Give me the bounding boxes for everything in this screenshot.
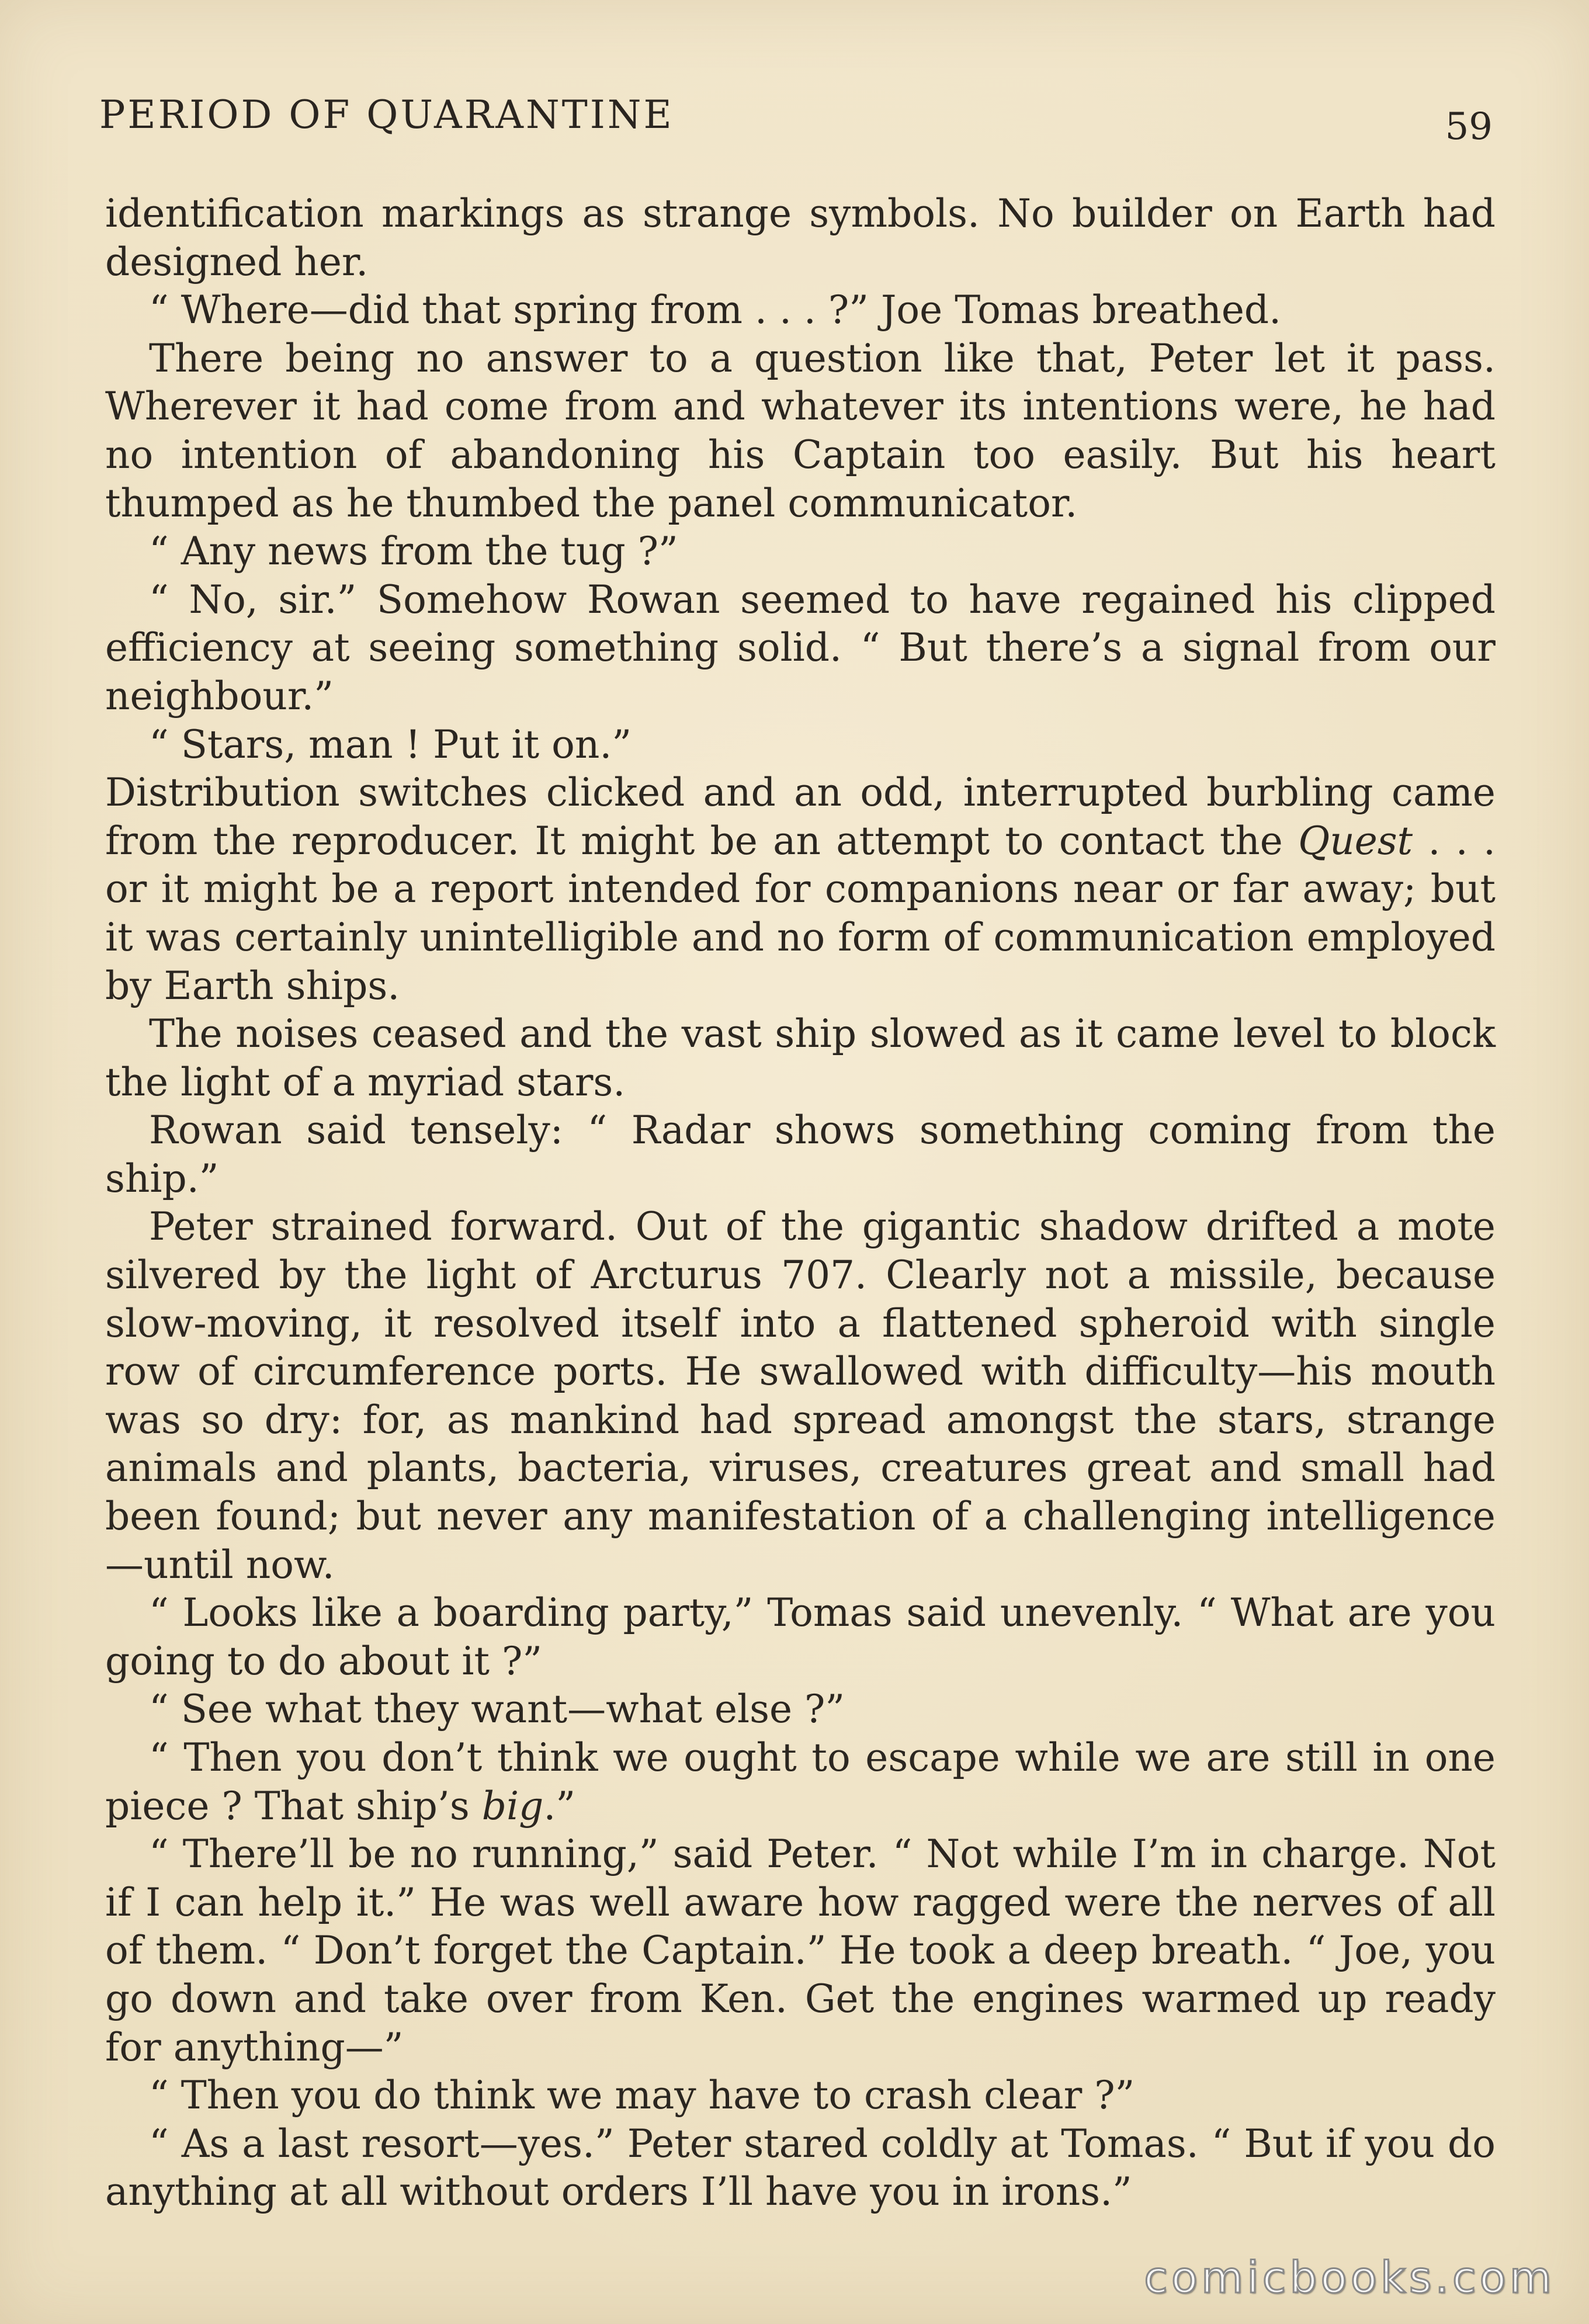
paragraph-text: Rowan said tensely: “ Radar shows something coming from the ship.” <box>105 1108 1496 1201</box>
paragraph-text: .” <box>543 1783 576 1829</box>
emphasis-italic: big <box>481 1783 544 1829</box>
body-text <box>105 190 1496 2217</box>
paragraph <box>105 2120 1496 2217</box>
paragraph <box>105 1589 1496 1685</box>
paragraph-text: “ Then you do think we may have to crash clear ?” <box>149 2073 1135 2118</box>
paragraph <box>105 1203 1496 1589</box>
paragraph-text: “ Then you don’t think we ought to escape while we are still in one piece ? That ship’s <box>105 1735 1496 1829</box>
paragraph <box>105 286 1496 335</box>
paragraph-text: “ Looks like a boarding party,” Tomas said unevenly. “ What are you going to do about it ?” <box>105 1590 1496 1684</box>
paragraph <box>105 1010 1496 1106</box>
paragraph <box>105 721 1496 769</box>
paragraph-text: “ Any news from the tug ?” <box>149 529 678 574</box>
running-head: PERIOD OF QUARANTINE <box>99 92 674 137</box>
ship-name-italic: Quest <box>1298 818 1413 863</box>
paragraph-text: “ As a last resort—yes.” Peter stared coldly at Tomas. “ But if you do anything at all without orders I’ll have you in irons.” <box>105 2121 1496 2215</box>
paragraph <box>105 1830 1496 2072</box>
paragraph <box>105 335 1496 528</box>
paragraph-text: Distribution switches clicked and an odd, interrupted burbling came from the reproducer. It might be an attempt to contact the <box>105 770 1496 863</box>
paragraph-text: identification markings as strange symbols. No builder on Earth had designed her. <box>105 191 1496 285</box>
paragraph-text: “ There’ll be no running,” said Peter. “ Not while I’m in charge. Not if I can help it.” He was well aware how ragged were the nerves of all of them. “ Don’t forget the Captain.” He took a deep breath. “ Joe, you go down and take over from Ken. Get the engines warmed up ready for anything—” <box>105 1832 1496 2070</box>
paragraph <box>105 190 1496 286</box>
paragraph-text: There being no answer to a question like that, Peter let it pass. Wherever it had come from and whatever its intentions were, he had no intention of abandoning his Captain too easily. But his heart thumped as he thumbed the panel communicator. <box>105 335 1496 526</box>
paragraph-text: . . . or it might be a report intended for companions near or far away; but it was certainly unintelligible and no form of communication employed by Earth ships. <box>105 818 1496 1008</box>
paragraph-text: “ No, sir.” Somehow Rowan seemed to have regained his clipped efficiency at seeing something solid. “ But there’s a signal from our neighbour.” <box>105 577 1496 719</box>
paragraph-text: “ Stars, man ! Put it on.” <box>149 722 632 767</box>
page-number: 59 <box>1445 105 1493 148</box>
paragraph <box>105 769 1496 1010</box>
paragraph-text: Peter strained forward. Out of the gigantic shadow drifted a mote silvered by the light of Arcturus 707. Clearly not a missile, because slow-moving, it resolved itself into a flattened spheroid with single row of circumference ports. He swallowed with difficulty—his mouth was so dry: for, as mankind had spread amongst the stars, strange animals and plants, bacteria, viruses, creatures great and small had been found; but never any manifestation of a challenging intelligence —until now. <box>105 1204 1496 1587</box>
paragraph-text: The noises ceased and the vast ship slowed as it came level to block the light of a myriad stars. <box>105 1011 1496 1105</box>
paragraph-text: “ See what they want—what else ?” <box>149 1687 845 1732</box>
paragraph <box>105 528 1496 576</box>
paragraph <box>105 1734 1496 1830</box>
paragraph <box>105 1685 1496 1734</box>
paragraph-text: “ Where—did that spring from . . . ?” Joe Tomas breathed. <box>149 287 1282 333</box>
watermark: comicbooks.com <box>1144 2253 1555 2303</box>
paragraph <box>105 1106 1496 1203</box>
paragraph <box>105 576 1496 721</box>
paragraph <box>105 2072 1496 2120</box>
